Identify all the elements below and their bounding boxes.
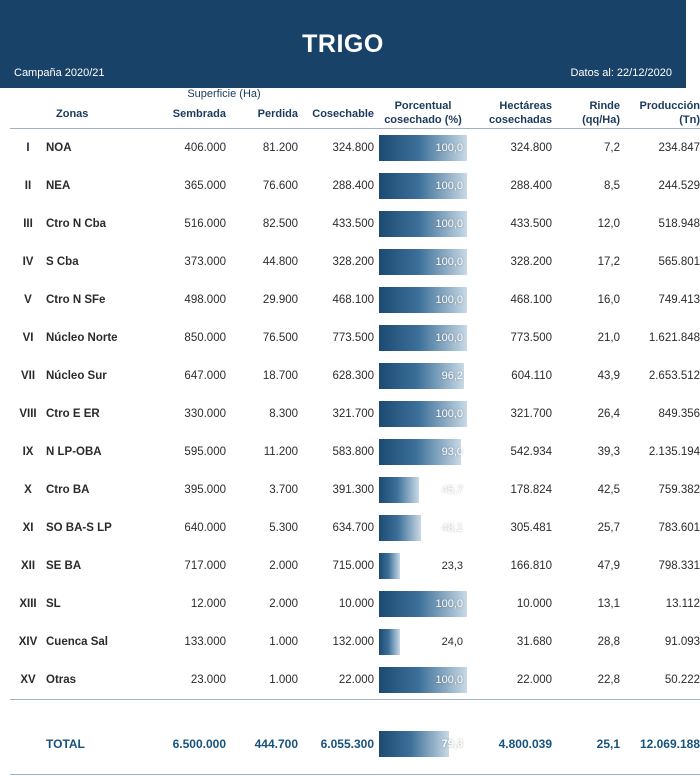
row-hectareas-cosechadas: 31.680 (516, 635, 553, 648)
row-perdida: 5.300 (269, 521, 299, 534)
table-row (10, 167, 700, 205)
row-rinde: 7,2 (604, 141, 621, 154)
table-row (10, 585, 700, 623)
row-perdida: 76.600 (262, 179, 299, 192)
row-rinde: 42,5 (597, 483, 621, 496)
bar-value-label: 100,0 (435, 179, 464, 192)
row-zone-name: SE BA (46, 559, 82, 572)
row-zone-name: N LP-OBA (46, 445, 102, 458)
row-rinde: 47,9 (597, 559, 621, 572)
table-header-row (10, 100, 700, 128)
row-roman-numeral: III (23, 217, 33, 230)
group-spacer-4 (374, 88, 472, 100)
percent-harvested-bar-cell (374, 281, 472, 319)
bar-holder (379, 135, 467, 161)
bar-value-label: 100,0 (435, 293, 464, 306)
bar-value-label: 96,2 (441, 369, 464, 382)
header-cosechable: Cosechable (298, 100, 374, 128)
row-roman-numeral: I (26, 141, 30, 154)
bar-value-label: 24,0 (441, 635, 464, 648)
percent-harvested-bar-cell (374, 661, 472, 700)
row-cosechable: 468.100 (332, 293, 375, 306)
percent-harvested-bar-cell (374, 585, 472, 623)
bar-value-label: 100,0 (435, 141, 464, 154)
table-total-row (10, 714, 700, 775)
total-produccion: 12.069.188 (639, 736, 700, 751)
header-rinde: Rinde (qq/Ha) (552, 100, 620, 128)
row-sembrada: 330.000 (184, 407, 226, 420)
row-perdida: 76.500 (262, 331, 299, 344)
row-zone-name: Ctro BA (46, 483, 90, 496)
percent-harvested-bar-cell (374, 167, 472, 205)
bar-fill (379, 629, 400, 655)
row-hectareas-cosechadas: 604.110 (511, 369, 553, 382)
percent-harvested-bar-cell (374, 319, 472, 357)
row-produccion: 244.529 (658, 179, 700, 192)
row-cosechable: 324.800 (332, 141, 375, 154)
row-produccion: 2.653.512 (648, 369, 700, 382)
row-perdida: 2.000 (269, 597, 299, 610)
row-roman-numeral: VI (22, 331, 34, 344)
table-row (10, 623, 700, 661)
percent-harvested-bar-cell (374, 433, 472, 471)
bar-fill (379, 515, 421, 541)
group-spacer-5 (472, 88, 552, 100)
row-perdida: 2.000 (269, 559, 299, 572)
bar-holder (379, 439, 467, 465)
percent-harvested-bar-cell (374, 243, 472, 281)
row-sembrada: 365.000 (184, 179, 226, 192)
row-sembrada: 516.000 (184, 217, 226, 230)
row-produccion: 2.135.194 (648, 445, 700, 458)
bar-value-label: 79,3 (441, 737, 464, 750)
row-zone-name: Cuenca Sal (46, 635, 108, 648)
row-rinde: 28,8 (597, 635, 621, 648)
bar-holder (379, 325, 467, 351)
bar-holder (379, 667, 467, 693)
row-zone-name: NOA (46, 141, 72, 154)
row-rinde: 17,2 (597, 255, 621, 268)
header-perdida: Perdida (226, 100, 298, 128)
row-perdida: 3.700 (269, 483, 299, 496)
row-roman-numeral: V (24, 293, 32, 306)
percent-harvested-bar-cell (374, 357, 472, 395)
row-cosechable: 328.200 (332, 255, 375, 268)
header-produccion: Producción (Tn) (620, 100, 700, 128)
row-produccion: 783.601 (658, 521, 700, 534)
row-perdida: 11.200 (263, 445, 299, 458)
report-header (0, 0, 686, 88)
row-cosechable: 715.000 (332, 559, 375, 572)
crop-data-table (10, 88, 700, 775)
bar-value-label: 48,1 (441, 521, 464, 534)
row-zone-name: S Cba (46, 255, 79, 268)
table-row (10, 281, 700, 319)
table-row (10, 433, 700, 471)
table-row (10, 243, 700, 281)
bar-holder (379, 249, 467, 275)
group-spacer-2 (46, 88, 150, 100)
row-cosechable: 391.300 (332, 483, 375, 496)
row-sembrada: 717.000 (184, 559, 226, 572)
row-rinde: 13,1 (597, 597, 621, 610)
total-rinde: 25,1 (596, 736, 621, 751)
bar-value-label: 100,0 (435, 597, 464, 610)
table-row (10, 205, 700, 243)
row-cosechable: 22.000 (338, 673, 375, 686)
row-rinde: 43,9 (597, 369, 621, 382)
total-roman-spacer (10, 714, 46, 775)
bar-holder (379, 629, 467, 655)
table-row (10, 471, 700, 509)
row-zone-name: Otras (46, 673, 77, 686)
row-rinde: 8,5 (604, 179, 621, 192)
bar-value-label: 45,7 (441, 483, 464, 496)
row-sembrada: 640.000 (184, 521, 226, 534)
row-perdida: 81.200 (262, 141, 299, 154)
bar-holder (379, 211, 467, 237)
row-cosechable: 773.500 (332, 331, 375, 344)
table-container (0, 88, 700, 775)
bar-holder (379, 553, 467, 579)
row-sembrada: 595.000 (184, 445, 226, 458)
row-zone-name: Ctro E ER (46, 407, 100, 420)
row-hectareas-cosechadas: 288.400 (510, 179, 553, 192)
row-sembrada: 647.000 (184, 369, 226, 382)
row-hectareas-cosechadas: 328.200 (510, 255, 553, 268)
row-sembrada: 850.000 (184, 331, 226, 344)
row-hectareas-cosechadas: 324.800 (510, 141, 553, 154)
table-row (10, 128, 700, 167)
table-bottom-rule-row (10, 774, 700, 775)
bar-fill (379, 731, 449, 757)
row-hectareas-cosechadas: 321.700 (510, 407, 553, 420)
row-cosechable: 628.300 (332, 369, 375, 382)
row-perdida: 18.700 (262, 369, 299, 382)
bar-holder (379, 515, 467, 541)
row-sembrada: 23.000 (190, 673, 226, 686)
row-zone-name: NEA (46, 179, 71, 192)
table-row (10, 395, 700, 433)
header-hectareas-cosechadas: Hectáreas cosechadas (472, 100, 552, 128)
row-perdida: 8.300 (269, 407, 299, 420)
row-cosechable: 634.700 (332, 521, 375, 534)
total-hectareas-cosechadas: 4.800.039 (498, 736, 553, 751)
row-roman-numeral: XII (20, 559, 36, 572)
row-rinde: 39,3 (597, 445, 621, 458)
row-produccion: 50.222 (664, 673, 700, 686)
percent-harvested-bar-cell (374, 395, 472, 433)
row-roman-numeral: VIII (19, 407, 37, 420)
row-produccion: 13.112 (665, 597, 700, 610)
row-rinde: 12,0 (597, 217, 621, 230)
table-row (10, 547, 700, 585)
total-cosechable: 6.055.300 (320, 736, 375, 751)
page-title: TRIGO (302, 30, 384, 58)
row-sembrada: 373.000 (184, 255, 226, 268)
bar-value-label: 100,0 (435, 255, 464, 268)
row-roman-numeral: IX (22, 445, 34, 458)
percent-harvested-bar-cell (374, 205, 472, 243)
percent-harvested-bar-cell (374, 623, 472, 661)
row-sembrada: 133.000 (184, 635, 226, 648)
row-cosechable: 583.800 (332, 445, 375, 458)
row-roman-numeral: XIII (19, 597, 37, 610)
row-produccion: 91.093 (664, 635, 700, 648)
table-row (10, 357, 700, 395)
row-produccion: 759.382 (658, 483, 700, 496)
row-produccion: 1.621.848 (648, 331, 700, 344)
bar-holder (379, 173, 467, 199)
row-hectareas-cosechadas: 468.100 (510, 293, 553, 306)
row-cosechable: 132.000 (332, 635, 375, 648)
table-row (10, 319, 700, 357)
row-hectareas-cosechadas: 773.500 (510, 331, 553, 344)
row-rinde: 25,7 (597, 521, 621, 534)
group-header-superficie: Superficie (Ha) (187, 88, 261, 100)
percent-harvested-bar-cell (374, 547, 472, 585)
bar-value-label: 100,0 (435, 217, 464, 230)
row-cosechable: 288.400 (332, 179, 375, 192)
table-row (10, 661, 700, 700)
percent-harvested-bar-cell (374, 714, 472, 775)
percent-harvested-bar-cell (374, 471, 472, 509)
total-perdida: 444.700 (254, 736, 299, 751)
row-roman-numeral: XI (22, 521, 34, 534)
bar-holder (379, 363, 467, 389)
row-roman-numeral: XV (20, 673, 36, 686)
row-hectareas-cosechadas: 166.810 (510, 559, 553, 572)
percent-harvested-bar-cell (374, 128, 472, 167)
row-sembrada: 498.000 (184, 293, 226, 306)
row-sembrada: 12.000 (190, 597, 226, 610)
row-roman-numeral: VII (20, 369, 36, 382)
row-hectareas-cosechadas: 22.000 (516, 673, 553, 686)
row-roman-numeral: IV (22, 255, 34, 268)
group-spacer-6 (552, 88, 620, 100)
bar-holder (379, 401, 467, 427)
bar-value-label: 93,0 (441, 445, 464, 458)
bar-fill (379, 477, 419, 503)
row-zone-name: SO BA-S LP (46, 521, 112, 534)
bar-holder (379, 287, 467, 313)
table-bottom-rule (10, 774, 700, 775)
row-produccion: 565.801 (658, 255, 700, 268)
row-hectareas-cosechadas: 542.934 (510, 445, 553, 458)
row-perdida: 29.900 (262, 293, 299, 306)
table-total-section (10, 699, 700, 775)
row-zone-name: Núcleo Norte (46, 331, 118, 344)
total-sembrada: 6.500.000 (172, 736, 226, 751)
row-rinde: 21,0 (597, 331, 621, 344)
header-zonas: Zonas (46, 100, 150, 128)
header-sembrada: Sembrada (150, 100, 226, 128)
row-cosechable: 10.000 (338, 597, 375, 610)
bar-holder (379, 591, 467, 617)
campaign-label: Campaña 2020/21 (14, 67, 105, 79)
row-rinde: 26,4 (597, 407, 621, 420)
row-zone-name: Ctro N SFe (46, 293, 106, 306)
table-group-header-row (10, 88, 700, 100)
row-rinde: 16,0 (597, 293, 621, 306)
bar-holder (379, 477, 467, 503)
group-spacer-7 (620, 88, 700, 100)
row-produccion: 849.356 (658, 407, 700, 420)
percent-harvested-bar-cell (374, 509, 472, 547)
row-roman-numeral: XIV (18, 635, 38, 648)
row-perdida: 44.800 (262, 255, 299, 268)
bar-fill (379, 553, 400, 579)
row-perdida: 82.500 (262, 217, 299, 230)
total-spacer-row (10, 699, 700, 714)
bar-holder (379, 731, 467, 757)
row-cosechable: 433.500 (332, 217, 375, 230)
row-perdida: 1.000 (269, 635, 299, 648)
total-top-rule (10, 699, 700, 714)
table-body (10, 128, 700, 699)
group-spacer-3 (298, 88, 374, 100)
row-zone-name: SL (46, 597, 61, 610)
bar-value-label: 100,0 (435, 673, 464, 686)
row-zone-name: Ctro N Cba (46, 217, 107, 230)
row-perdida: 1.000 (269, 673, 299, 686)
header-porcentual-cosechado: Porcentual cosechado (%) (374, 100, 472, 128)
row-sembrada: 395.000 (184, 483, 226, 496)
data-date-label: Datos al: 22/12/2020 (570, 67, 672, 79)
row-hectareas-cosechadas: 178.824 (510, 483, 553, 496)
group-spacer-1 (10, 88, 46, 100)
row-roman-numeral: X (24, 483, 32, 496)
bar-value-label: 23,3 (441, 559, 464, 572)
total-label: TOTAL (46, 736, 85, 751)
row-produccion: 798.331 (658, 559, 700, 572)
row-produccion: 749.413 (658, 293, 700, 306)
row-cosechable: 321.700 (332, 407, 375, 420)
bar-value-label: 100,0 (435, 407, 464, 420)
header-roman-spacer (10, 100, 46, 128)
bar-value-label: 100,0 (435, 331, 464, 344)
row-zone-name: Núcleo Sur (46, 369, 107, 382)
row-hectareas-cosechadas: 10.000 (516, 597, 553, 610)
row-produccion: 518.948 (658, 217, 700, 230)
row-rinde: 22,8 (597, 673, 621, 686)
row-hectareas-cosechadas: 305.481 (510, 521, 553, 534)
table-row (10, 509, 700, 547)
row-sembrada: 406.000 (184, 141, 226, 154)
row-roman-numeral: II (24, 179, 32, 192)
row-hectareas-cosechadas: 433.500 (510, 217, 553, 230)
row-produccion: 234.847 (658, 141, 700, 154)
